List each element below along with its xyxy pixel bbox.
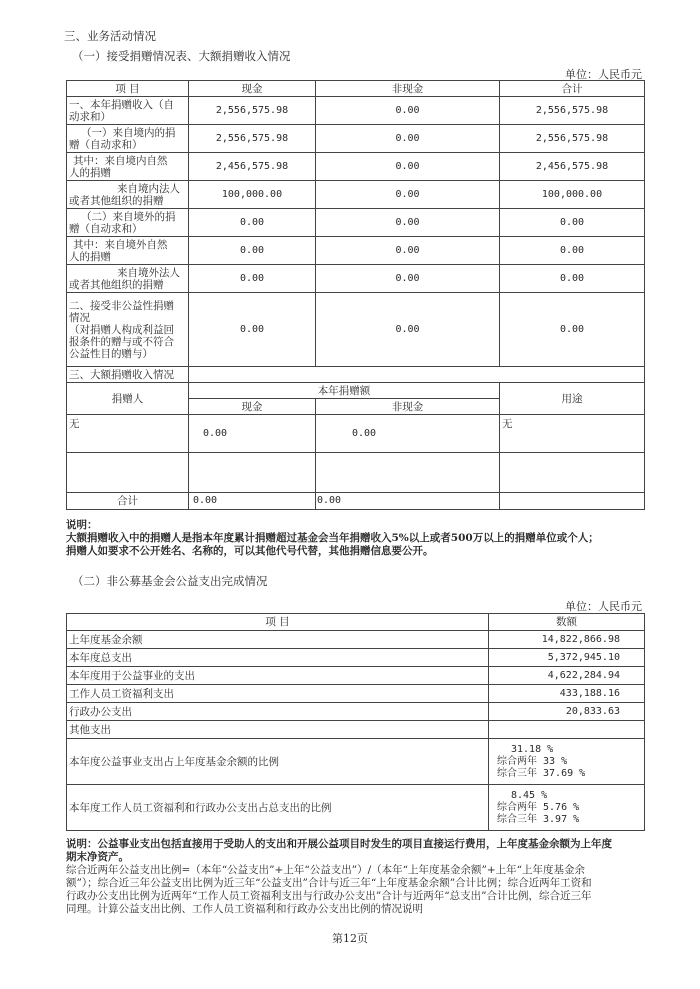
- note2-line: 额”）；综合近三年公益支出比例为近三年“公益支出”合计与近三年“上年度基金余额”合计比例；综合近两年工资和: [66, 877, 592, 889]
- table-row: [67, 703, 645, 721]
- header-large-cash: 现金: [189, 399, 316, 415]
- blank-cell: [189, 367, 645, 383]
- cell-noncash: 0.00: [316, 181, 500, 209]
- header-large-noncash: 非现金: [316, 399, 500, 415]
- large-donation-title-row: [67, 367, 645, 383]
- empty-cell: [316, 453, 500, 493]
- note2-line: 综合近两年公益支出比例=（本年“公益支出”+上年“公益支出”）/（本年“上年度基金余额”+上年“上年度基金余: [66, 864, 586, 876]
- table-row: [67, 667, 645, 685]
- empty-cell: [67, 453, 189, 493]
- cell-cash: 0.00: [189, 293, 316, 367]
- row-label: 上年度基金余额: [67, 631, 489, 649]
- unit-label: 单位：人民币元: [565, 68, 642, 81]
- cell-total: 0.00: [500, 237, 645, 265]
- table-row: [67, 181, 645, 209]
- cell-total: 0.00: [500, 265, 645, 293]
- cell-noncash: 0.00: [316, 237, 500, 265]
- row-label: 其他支出: [67, 721, 489, 739]
- empty-row: [67, 453, 645, 493]
- table-row: [67, 209, 645, 237]
- cell-total: 2,456,575.98: [500, 153, 645, 181]
- sum-blank: [500, 493, 645, 510]
- ratio-label: 本年度公益事业支出占上年度基金余额的比例: [67, 739, 489, 785]
- table-header-row: [67, 81, 645, 97]
- note1-line-1: 大额捐赠收入中的捐赠人是指本年度累计捐赠超过基金会当年捐赠收入5%以上或者500万以上的捐赠单位或个人；: [66, 532, 599, 544]
- sum-cash: 0.00: [189, 493, 316, 510]
- note2-line: 同理。计算公益支出比例、工作人员工资福利和行政办公支出比例的情况说明: [66, 903, 423, 915]
- header-amount: 本年捐赠额: [189, 383, 500, 399]
- row-value: 14,822,866.98: [489, 631, 645, 649]
- cell-total: 2,556,575.98: [500, 97, 645, 125]
- header-item: 项 目: [67, 81, 189, 97]
- cell-noncash: 0.00: [316, 125, 500, 153]
- header-cash: 现金: [189, 81, 316, 97]
- note2-line: 行政办公支出比例为近两年“工作人员工资福利支出与行政办公支出”合计与近两年“总支出”合计比例，综合近三年: [66, 890, 592, 902]
- cell-noncash: 0.00: [316, 293, 500, 367]
- table-row: [67, 631, 645, 649]
- ratio-values: 31.18 % 综合两年 33 % 综合三年 37.69 %: [489, 739, 645, 785]
- table-row: [67, 721, 645, 739]
- table-row: [67, 265, 645, 293]
- row-label: （二）来自境外的捐 赠（自动求和）: [67, 209, 189, 237]
- row-label: 其中：来自境内自然 人的捐赠: [67, 153, 189, 181]
- cell-total: 0.00: [500, 209, 645, 237]
- subsection-title-expenditure: （二）非公募基金会公益支出完成情况: [72, 574, 268, 588]
- row-label: 其中：来自境外自然 人的捐赠: [67, 237, 189, 265]
- table-row-nonpublic: [67, 293, 645, 367]
- cell-noncash: 0.00: [316, 97, 500, 125]
- cell-noncash: 0.00: [316, 265, 500, 293]
- large-donation-row: [67, 415, 645, 453]
- header-noncash: 非现金: [316, 81, 500, 97]
- row-label: 来自境内法人 或者其他组织的捐赠: [67, 181, 189, 209]
- row-value: 20,833.63: [489, 703, 645, 721]
- table-row: [67, 649, 645, 667]
- cell-total: 2,556,575.98: [500, 125, 645, 153]
- large-header-row-1: [67, 383, 645, 399]
- row-value: 433,188.16: [489, 685, 645, 703]
- table-row: [67, 153, 645, 181]
- sum-row: [67, 493, 645, 510]
- note2: [66, 838, 648, 916]
- ratio-values: 8.45 % 综合两年 5.76 % 综合三年 3.97 %: [489, 785, 645, 831]
- cell-cash: 2,556,575.98: [189, 97, 316, 125]
- row-label: 来自境外法人 或者其他组织的捐赠: [67, 265, 189, 293]
- note2-line: 说明：公益事业支出包括直接用于受助人的支出和开展公益项目时发生的项目直接运行费用，上年度基金余额为上年度: [66, 838, 612, 850]
- cell-large-cash: 0.00: [189, 415, 316, 453]
- row-value: 4,622,284.94: [489, 667, 645, 685]
- cell-cash: 2,556,575.98: [189, 125, 316, 153]
- donation-table: [66, 80, 645, 510]
- section-title: 三、业务活动情况: [64, 29, 156, 43]
- cell-total: 100,000.00: [500, 181, 645, 209]
- subsection-title-donations: （一）接受捐赠情况表、大额捐赠收入情况: [72, 49, 291, 63]
- cell-cash: 0.00: [189, 209, 316, 237]
- cell-large-noncash: 0.00: [316, 415, 500, 453]
- note1-line-2: 捐赠人如要求不公开姓名、名称的，可以其他代号代替，其他捐赠信息要公开。: [66, 545, 434, 557]
- header-item: 项 目: [67, 614, 489, 631]
- empty-cell: [189, 453, 316, 493]
- note2-line: 期末净资产。: [66, 851, 129, 863]
- cell-noncash: 0.00: [316, 209, 500, 237]
- table-row: [67, 237, 645, 265]
- header-donor: 捐赠人: [67, 383, 189, 415]
- page-number: 第12页: [332, 932, 368, 945]
- unit-label-2: 单位：人民币元: [565, 600, 642, 613]
- cell-cash: 100,000.00: [189, 181, 316, 209]
- table-row: [67, 125, 645, 153]
- row-label: 二、接受非公益性捐赠 情况 （对捐赠人构成利益回 报条件的赠与或不符合 公益性目的赠与）: [67, 293, 189, 367]
- table-header-row: [67, 614, 645, 631]
- sum-noncash: 0.00: [316, 493, 500, 510]
- row-label: （一）来自境内的捐 赠（自动求和）: [67, 125, 189, 153]
- cell-noncash: 0.00: [316, 153, 500, 181]
- cell-donor: 无: [67, 415, 189, 453]
- empty-cell: [500, 453, 645, 493]
- header-amount: 数额: [489, 614, 645, 631]
- note1-title: 说明：: [66, 519, 98, 531]
- row-label: 本年度总支出: [67, 649, 489, 667]
- row-label: 工作人员工资福利支出: [67, 685, 489, 703]
- table-row: [67, 97, 645, 125]
- row-label: 本年度用于公益事业的支出: [67, 667, 489, 685]
- cell-cash: 2,456,575.98: [189, 153, 316, 181]
- sum-label: 合计: [67, 493, 189, 510]
- expenditure-table: [66, 613, 645, 831]
- cell-cash: 0.00: [189, 237, 316, 265]
- ratio-row-admin: [67, 785, 645, 831]
- row-label: 行政办公支出: [67, 703, 489, 721]
- cell-cash: 0.00: [189, 265, 316, 293]
- table-row: [67, 685, 645, 703]
- row-value: 5,372,945.10: [489, 649, 645, 667]
- ratio-row-welfare: [67, 739, 645, 785]
- row-value: [489, 721, 645, 739]
- header-total: 合计: [500, 81, 645, 97]
- row-label: 一、本年捐赠收入（自 动求和）: [67, 97, 189, 125]
- cell-total: 0.00: [500, 293, 645, 367]
- header-use: 用途: [500, 383, 645, 415]
- ratio-label: 本年度工作人员工资福利和行政办公支出占总支出的比例: [67, 785, 489, 831]
- large-donation-title: 三、大额捐赠收入情况: [67, 367, 189, 383]
- cell-use: 无: [500, 415, 645, 453]
